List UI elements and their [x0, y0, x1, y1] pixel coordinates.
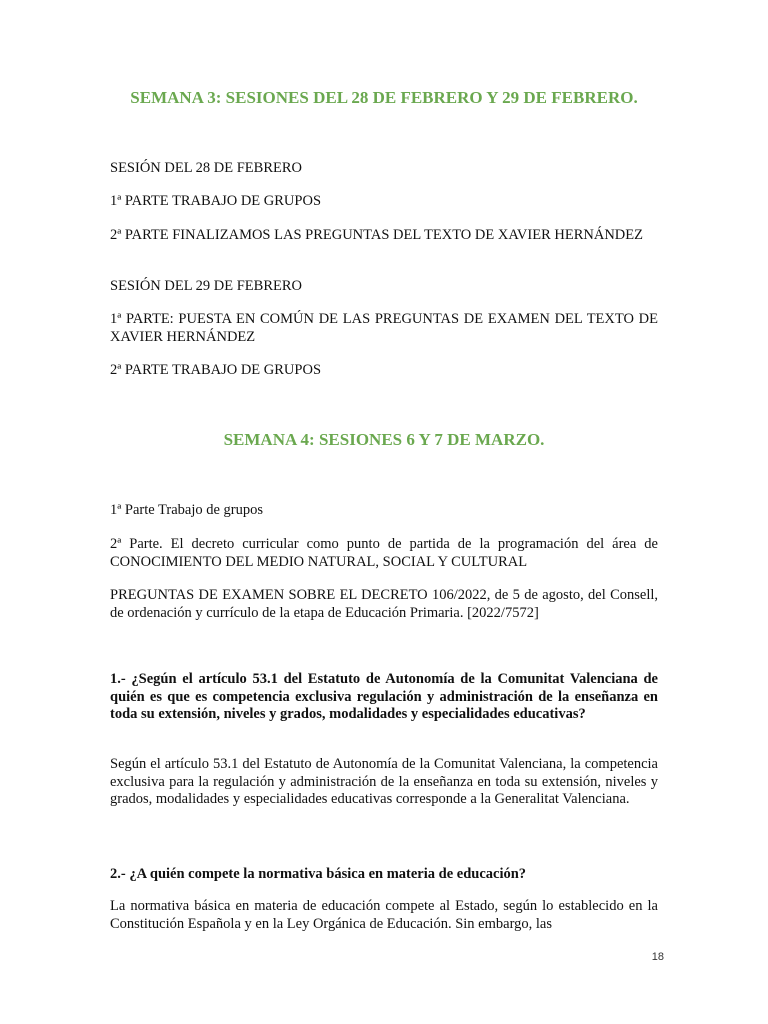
session-line: SESIÓN DEL 29 DE FEBRERO — [110, 278, 302, 294]
question-title: 2.- ¿A quién compete la normativa básica en materia de educación? — [110, 866, 527, 882]
session-line: 2ª PARTE FINALIZAMOS LAS PREGUNTAS DEL TEXTO DE XAVIER HERNÁNDEZ — [110, 227, 643, 243]
question-answer: La normativa básica en materia de educación compete al Estado, según lo establecido en la Constitución Española y en la Ley Orgánica de Educación. Sin embargo, las — [110, 898, 658, 932]
week4-heading: SEMANA 4: SESIONES 6 Y 7 DE MARZO. — [223, 430, 545, 449]
session-line: 1ª Parte Trabajo de grupos — [110, 502, 264, 518]
page-number: 18 — [651, 951, 664, 963]
session-line: 1ª PARTE: PUESTA EN COMÚN DE LAS PREGUNTAS DE EXAMEN DEL TEXTO DE XAVIER HERNÁNDEZ — [110, 311, 658, 345]
week3-heading: SEMANA 3: SESIONES DEL 28 DE FEBRERO Y 29 DE FEBRERO. — [130, 88, 638, 107]
question-answer: Según el artículo 53.1 del Estatuto de Autonomía de la Comunitat Valenciana, la competencia exclusiva para la regulación y administración de la enseñanza en toda su extensión, niveles y grados, modalidades y especialidades educativas corresponde a la Generalitat Valenciana. — [110, 756, 658, 807]
session-line: 2ª PARTE TRABAJO DE GRUPOS — [110, 362, 322, 378]
session-line: 2ª Parte. El decreto curricular como punto de partida de la programación del área de CONOCIMIENTO DEL MEDIO NATURAL, SOCIAL Y CULTURAL — [110, 536, 658, 570]
session-line: 1ª PARTE TRABAJO DE GRUPOS — [110, 193, 322, 209]
session-line: SESIÓN DEL 28 DE FEBRERO — [110, 160, 302, 176]
question-title: 1.- ¿Según el artículo 53.1 del Estatuto de Autonomía de la Comunitat Valenciana de quién es que es competencia exclusiva regulación y administración de la enseñanza en toda su extensión, niveles y grados, modalidades y especialidades educativas? — [110, 671, 658, 722]
session-line: PREGUNTAS DE EXAMEN SOBRE EL DECRETO 106/2022, de 5 de agosto, del Consell, de ordenación y currículo de la etapa de Educación Primaria. [2022/7572] — [110, 587, 658, 621]
